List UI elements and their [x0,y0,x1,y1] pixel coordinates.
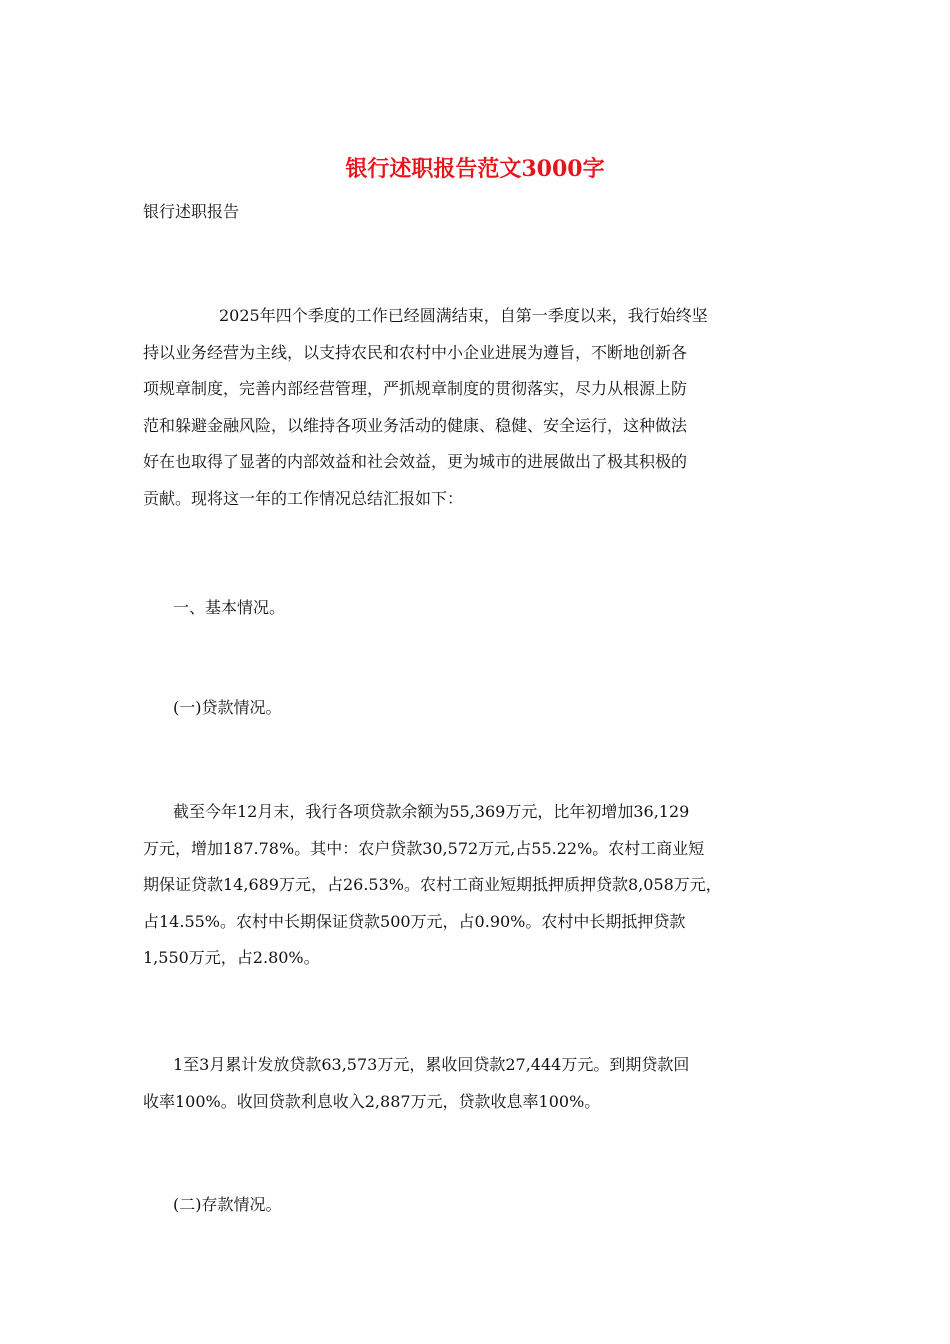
loan-line: 1,550万元，占2.80%。 [143,948,320,967]
loan-paragraph [143,794,815,977]
loan-line: 截至今年12月末，我行各项贷款余额为55,369万元，比年初增加36,129 [173,802,690,821]
intro-paragraph [143,298,815,517]
subsection-heading-loans: (一)贷款情况。 [173,698,282,717]
q1-line: 1至3月累计发放贷款63,573万元，累收回贷款27,444万元。到期贷款回 [173,1055,690,1074]
section-heading-basic: 一、基本情况。 [173,598,286,617]
intro-line: 持以业务经营为主线，以支持农民和农村中小企业进展为遵旨，不断地创新各 [143,342,688,362]
q1-line: 收率100%。收回贷款利息收入2,887万元，贷款收息率100%。 [143,1091,601,1111]
intro-line: 范和躲避金融风险，以维持各项业务活动的健康、稳健、安全运行，这种做法 [143,415,688,435]
document-title: 银行述职报告范文3000字 [345,156,605,182]
document-subtitle: 银行述职报告 [143,202,240,221]
intro-line: 项规章制度，完善内部经营管理，严抓规章制度的贯彻落实，尽力从根源上防 [143,379,688,398]
loan-line: 期保证贷款14,689万元，占26.53%。农村工商业短期抵押质押贷款8,058万元， [143,875,722,894]
loan-line: 万元，增加187.78%。其中：农户贷款30,572万元,占55.22%。农村工商业短 [143,838,705,858]
loan-line: 占14.55%。农村中长期保证贷款500万元，占0.90%。农村中长期抵押贷款 [143,911,686,931]
intro-line: 好在也取得了显著的内部效益和社会效益，更为城市的进展做出了极其积极的 [143,452,688,471]
intro-line: 贡献。现将这一年的工作情况总结汇报如下： [143,488,464,508]
q1-paragraph [143,1047,815,1120]
subsection-heading-deposits: (二)存款情况。 [173,1195,282,1214]
intro-line: 2025年四个季度的工作已经圆满结束，自第一季度以来，我行始终坚 [219,306,708,325]
